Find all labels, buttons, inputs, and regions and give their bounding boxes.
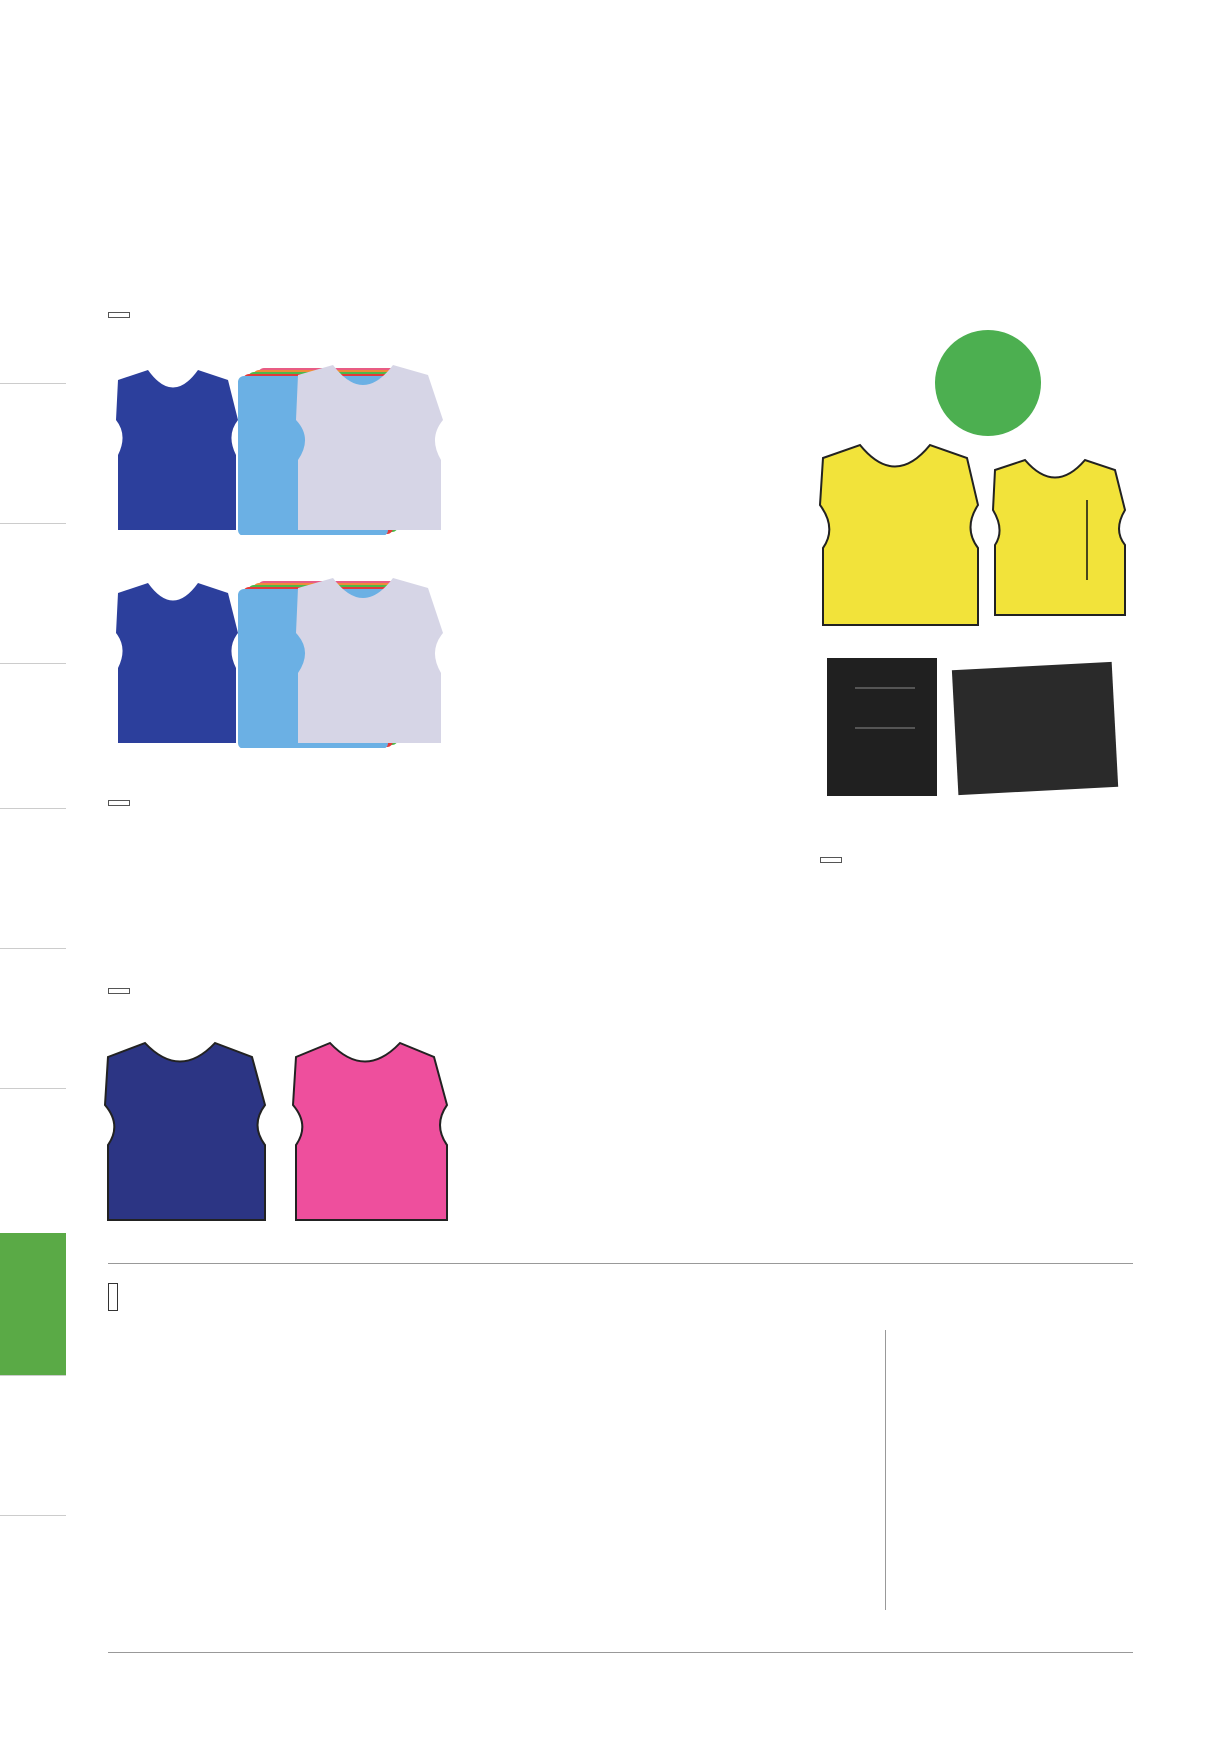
category-sidebar (0, 0, 66, 1756)
bottom-section-heading (108, 1285, 128, 1309)
divider (885, 1330, 886, 1610)
sidebar-item-fitness[interactable] (0, 1088, 66, 1233)
kids-bibs-image (818, 893, 1138, 1173)
storage-bag-image (815, 648, 1125, 803)
section-label-kids (820, 857, 842, 863)
set-1-10-image (108, 360, 458, 535)
sidebar-item-swimming[interactable] (0, 1375, 66, 1515)
sidebar-item-vest[interactable] (0, 20, 66, 380)
divider (108, 1652, 1133, 1653)
sidebar-item-ground[interactable] (0, 383, 66, 523)
sidebar-item-ball-games[interactable] (0, 1233, 66, 1375)
size-comparison-image (815, 440, 1135, 630)
section-label-plain (108, 988, 130, 994)
sidebar-item-track[interactable] (0, 808, 66, 948)
single-bibs-image (105, 840, 435, 950)
sidebar-item-gym[interactable] (0, 663, 66, 808)
set-11-20-image (108, 573, 458, 748)
color-bibs-row (112, 132, 1132, 282)
divider (108, 1263, 1133, 1264)
section-label-set (108, 312, 130, 318)
sidebar-item-gymnastics[interactable] (0, 948, 66, 1088)
plain-bibs-image (100, 1035, 470, 1225)
sidebar-item-event[interactable] (0, 523, 66, 663)
size-comparison-bubble (935, 330, 1041, 436)
sidebar-item-training[interactable] (0, 1515, 66, 1675)
section-label-single (108, 800, 130, 806)
